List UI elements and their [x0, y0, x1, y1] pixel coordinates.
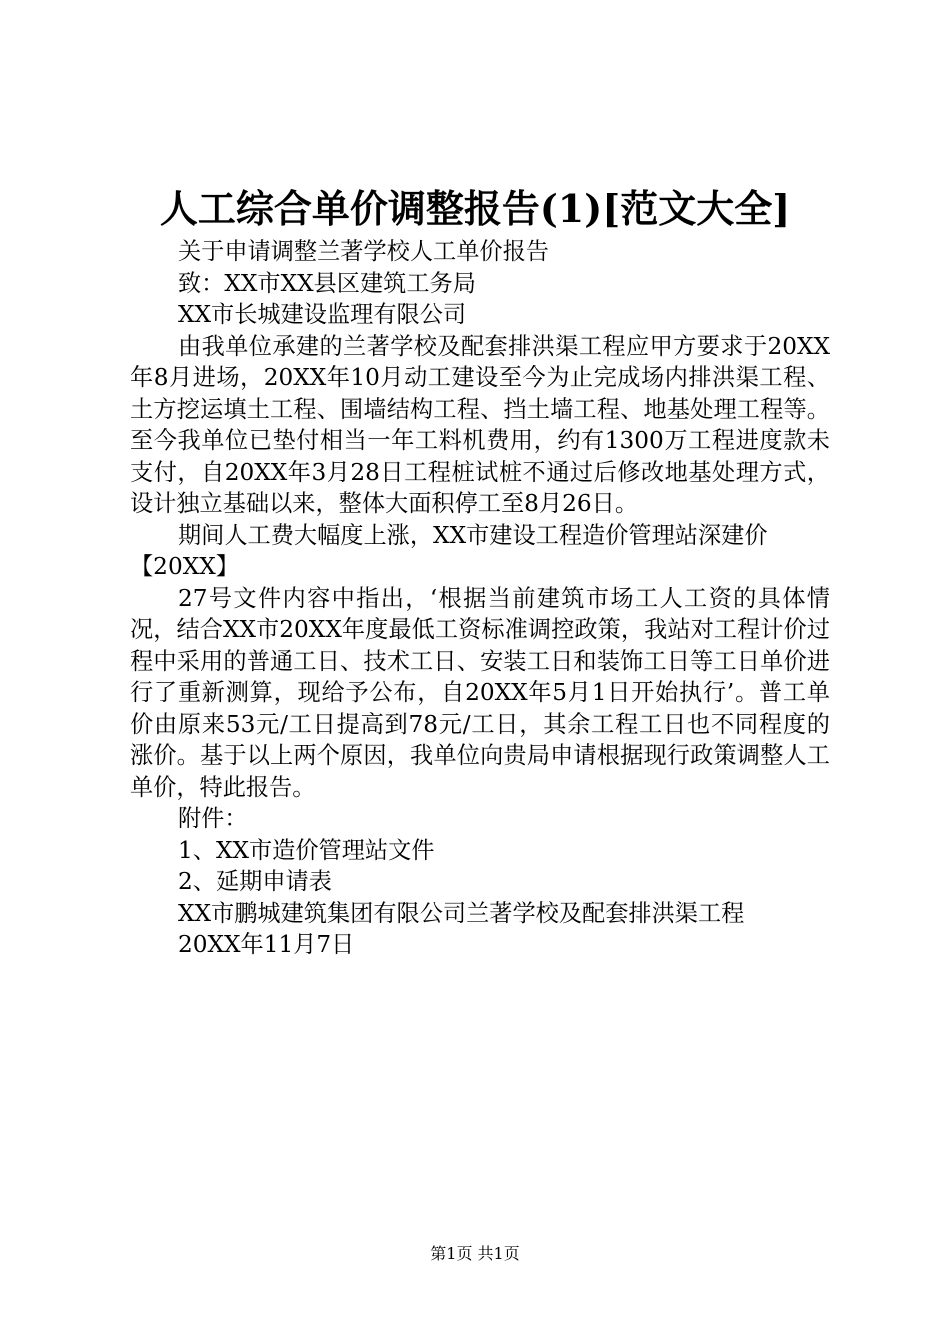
paragraph-date: 20XX年11月7日: [178, 931, 355, 958]
paragraph-sender: XX市鹏城建筑集团有限公司兰著学校及配套排洪渠工程: [178, 899, 745, 927]
paragraph-recipient: 致：XX市XX县区建筑工务局: [178, 269, 476, 297]
page-footer: 第1页 共1页: [430, 1244, 520, 1263]
paragraph-cc: XX市长城建设监理有限公司: [178, 301, 467, 328]
paragraph-doc-number: 【20XX】: [130, 553, 239, 580]
paragraph-attachment-2: 2、延期申请表: [178, 868, 332, 895]
paragraph-attachment-1: 1、XX市造价管理站文件: [178, 836, 435, 864]
document-body: [130, 236, 830, 961]
paragraph-attachments-label: 附件：: [178, 805, 248, 832]
paragraph-quote: 27号文件内容中指出，‘根据当前建筑市场工人工资的具体情况，结合XX市20XX年度最低工资标准调控政策，我站对工程计价过程中采用的普通工日、技术工日、安装工日和装饰工日等工日单价进行了重新测算，现给予公布，自20XX年5月1日开始执行’。普工单价由原来53元/工日提高到78元/工日，其余工程工日也不同程度的涨价。基于以上两个原因，我单位向贵局申请根据现行政策调整人工单价，特此报告。: [130, 584, 830, 801]
paragraph-background: 由我单位承建的兰著学校及配套排洪渠工程应甲方要求于20XX年8月进场，20XX年10月动工建设至今为止完成场内排洪渠工程、土方挖运填土工程、围墙结构工程、挡土墙工程、地基处理工程等。至今我单位已垫付相当一年工料机费用，约有1300万工程进度款未支付，自20XX年3月28日工程桩试桩不通过后修改地基处理方式，设计独立基础以来，整体大面积停工至8月26日。: [130, 332, 830, 517]
paragraph-subject: 关于申请调整兰著学校人工单价报告: [178, 238, 549, 265]
paragraph-price-rise: 期间人工费大幅度上涨，XX市建设工程造价管理站深建价: [178, 521, 768, 549]
document-title: 人工综合单价调整报告(1)[范文大全]: [159, 186, 791, 231]
